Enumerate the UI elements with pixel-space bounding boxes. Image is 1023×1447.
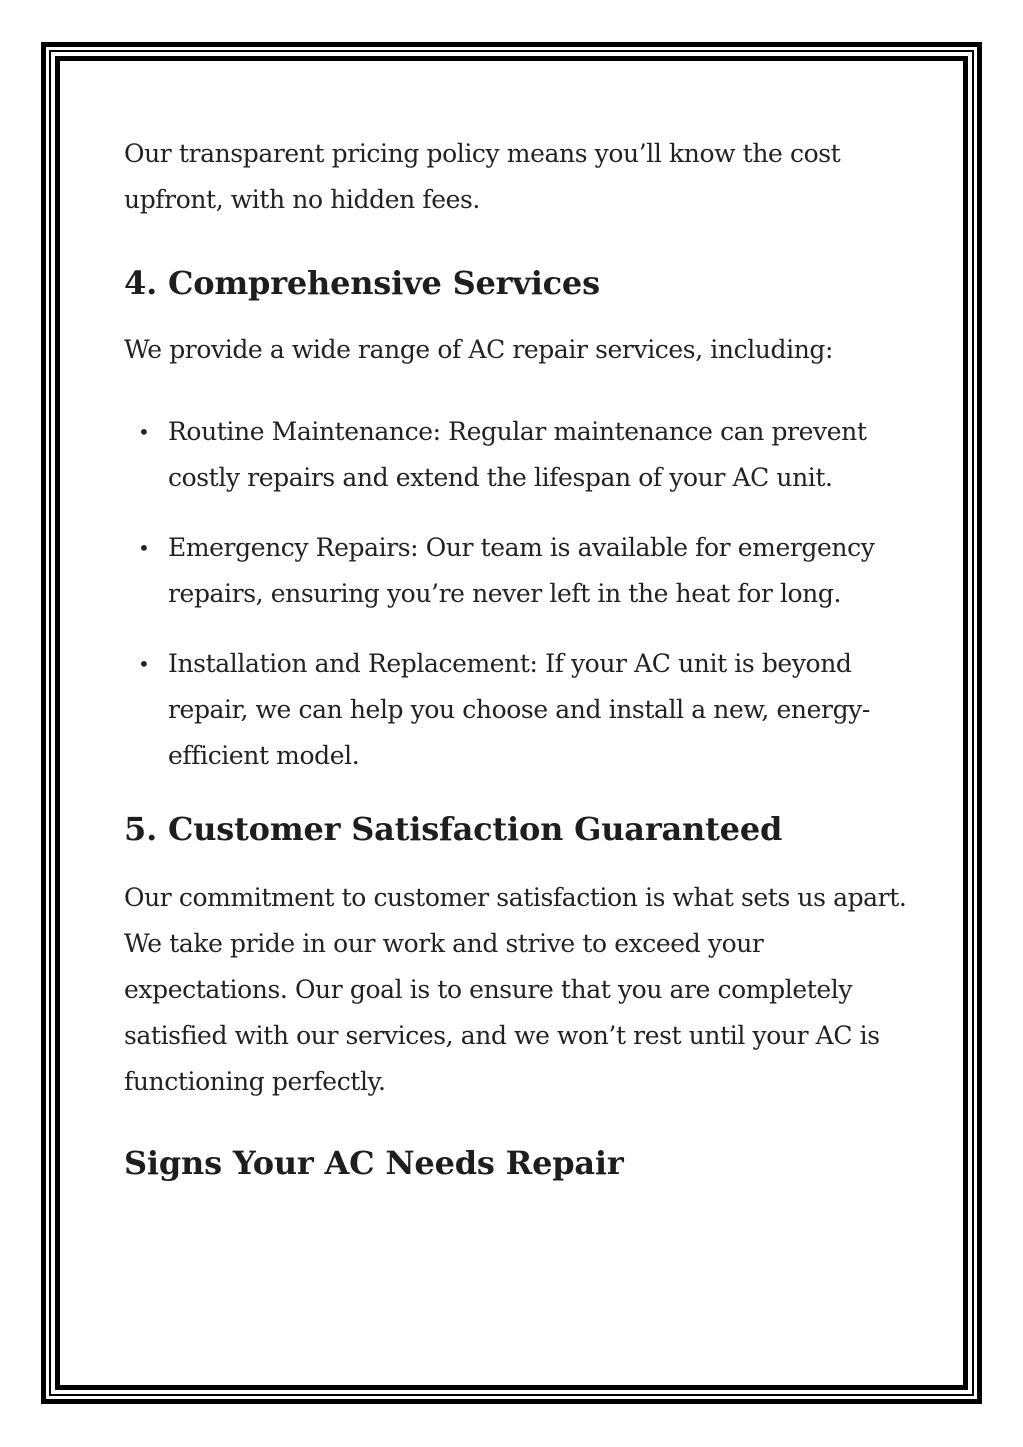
satisfaction-heading: 5. Customer Satisfaction Guaranteed <box>124 810 783 848</box>
list-item-text: Installation and Replacement: If your AC unit is beyond repair, we can help you choose and install a new, energy-efficient model. <box>168 649 870 770</box>
list-item-text: Routine Maintenance: Regular maintenance can prevent costly repairs and extend the lifespan of your AC unit. <box>168 417 867 492</box>
list-item <box>124 409 914 501</box>
bullet-icon: • <box>138 420 150 444</box>
list-item <box>124 641 914 779</box>
signs-heading: Signs Your AC Needs Repair <box>124 1144 624 1182</box>
list-item <box>124 525 914 617</box>
pricing-paragraph: Our transparent pricing policy means you’ll know the cost upfront, with no hidden fees. <box>124 139 841 214</box>
bullet-icon: • <box>138 536 150 560</box>
services-list <box>124 409 914 779</box>
list-item-text: Emergency Repairs: Our team is available for emergency repairs, ensuring you’re never left in the heat for long. <box>168 533 875 608</box>
document-body <box>124 131 914 1185</box>
services-intro: We provide a wide range of AC repair services, including: <box>124 335 834 364</box>
satisfaction-paragraph: Our commitment to customer satisfaction is what sets us apart. We take pride in our work and strive to exceed your expectations. Our goal is to ensure that you are completely satisfied with our services, and we won’t rest until your AC is functioning perfectly. <box>124 883 907 1096</box>
bullet-icon: • <box>138 652 150 676</box>
services-heading: 4. Comprehensive Services <box>124 264 600 302</box>
